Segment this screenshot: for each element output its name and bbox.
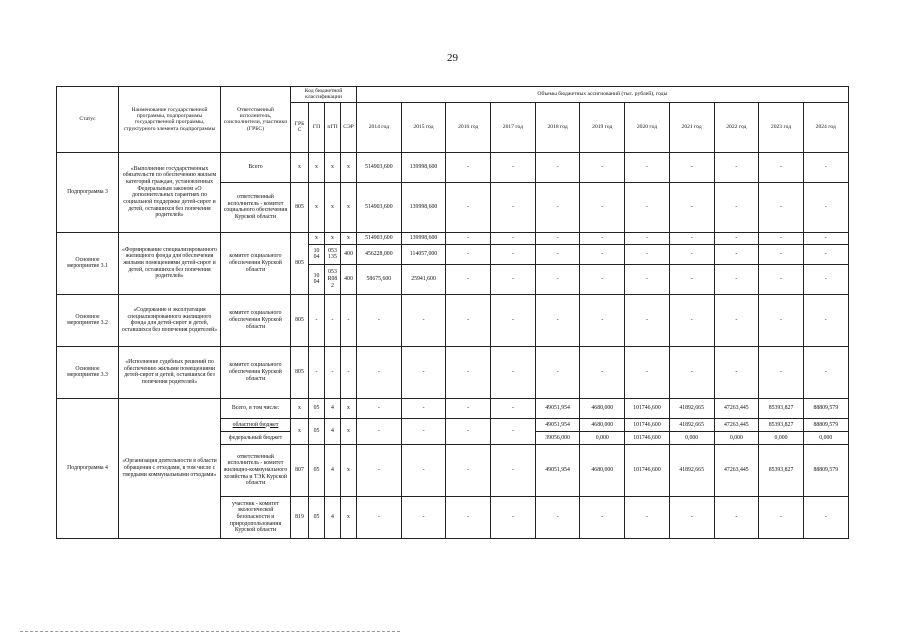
value-cell: - (803, 346, 848, 398)
value-cell: - (535, 152, 580, 182)
value-cell: - (580, 294, 625, 346)
value-cell: - (535, 346, 580, 398)
resp-cell: ответственный исполнитель - комитет социального обеспечения Курской области (221, 182, 291, 232)
col-code-group: Код бюджетной классификации (291, 87, 357, 103)
value-cell: 41892,665 (669, 444, 714, 496)
value-cell: 139998,600 (401, 152, 446, 182)
status-cell: Основное мероприятие 3.3 (57, 346, 119, 398)
col-year: 2020 год (625, 102, 670, 152)
value-cell: 101746,600 (625, 398, 670, 418)
value-cell: - (669, 182, 714, 232)
gp-cell: 10 04 (309, 244, 325, 264)
gp-cell: х (309, 182, 325, 232)
value-cell: - (446, 152, 491, 182)
name-cell: «Исполнение судебных решений по обеспечению жилыми помещениями детей-сирот и детей, оставшихся без попечения родителей» (119, 346, 221, 398)
value-cell: - (580, 346, 625, 398)
value-cell: 0,000 (669, 431, 714, 444)
scan-artifact-line (20, 631, 400, 632)
value-cell: 0,000 (714, 431, 759, 444)
value-cell: 0,000 (759, 431, 804, 444)
value-cell: - (625, 346, 670, 398)
value-cell: - (759, 496, 804, 538)
value-cell: - (625, 232, 670, 244)
value-cell: - (580, 232, 625, 244)
grbs-cell: 805 (291, 346, 309, 398)
value-cell: - (759, 346, 804, 398)
resp-cell-federal: федеральный бюджет (221, 431, 291, 444)
value-cell: 101746,600 (625, 431, 670, 444)
table-row (57, 232, 849, 244)
table-row (57, 398, 849, 418)
col-year: 2016 год (446, 102, 491, 152)
grbs-cell: х (291, 418, 309, 444)
value-cell: - (357, 496, 402, 538)
value-cell: - (669, 232, 714, 244)
value-cell: - (714, 264, 759, 294)
value-cell: - (803, 294, 848, 346)
value-cell: - (580, 152, 625, 182)
value-cell: - (669, 152, 714, 182)
value-cell: 114057,000 (401, 244, 446, 264)
col-year: 2014 год (357, 102, 402, 152)
value-cell: 139998,600 (401, 182, 446, 232)
value-cell: - (625, 294, 670, 346)
value-cell: - (446, 418, 491, 444)
value-cell: - (491, 232, 536, 244)
grbs-cell: 807 (291, 444, 309, 496)
pgp-cell: 053 135 (325, 244, 341, 264)
col-volumes-group: Объемы бюджетных ассигнований (тыс. рублей), годы (357, 87, 849, 103)
value-cell: - (669, 264, 714, 294)
value-cell: - (714, 152, 759, 182)
col-year: 2024 год (803, 102, 848, 152)
value-cell: - (491, 294, 536, 346)
value-cell: - (341, 294, 357, 346)
status-cell: Подпрограмма 3 (57, 152, 119, 232)
resp-cell: комитет социального обеспечения Курской области (221, 346, 291, 398)
cer-cell: х (341, 418, 357, 444)
table-row (57, 294, 849, 346)
value-cell: 49051,954 (535, 398, 580, 418)
value-cell: - (759, 264, 804, 294)
table-row (57, 152, 849, 182)
value-cell: - (357, 418, 402, 444)
value-cell: - (491, 264, 536, 294)
value-cell: 47263,445 (714, 398, 759, 418)
value-cell: - (309, 346, 325, 398)
value-cell: 39056,000 (535, 431, 580, 444)
grbs-cell: х (291, 152, 309, 182)
value-cell: 41892,665 (669, 398, 714, 418)
col-status: Статус (57, 87, 119, 153)
value-cell: - (446, 398, 491, 418)
value-cell: 4680,000 (580, 398, 625, 418)
pgp-cell: 4 (325, 398, 341, 418)
gp-cell: 05 (309, 444, 325, 496)
value-cell: 101746,600 (625, 444, 670, 496)
status-cell: Подпрограмма 4 (57, 398, 119, 538)
value-cell: - (580, 496, 625, 538)
cer-cell: 400 (341, 264, 357, 294)
resp-cell: комитет социального обеспечения Курской области (221, 232, 291, 294)
value-cell: - (803, 182, 848, 232)
cer-cell: х (341, 182, 357, 232)
value-cell: 4680,000 (580, 418, 625, 431)
value-cell: 41892,665 (669, 418, 714, 431)
col-responsible: Ответственный исполнитель, соисполнители, участники (ГРБС) (221, 87, 291, 153)
resp-cell: Всего, в том числе: (221, 398, 291, 418)
table-row (57, 346, 849, 398)
value-cell: - (803, 152, 848, 182)
value-cell: - (325, 346, 341, 398)
value-cell: - (759, 182, 804, 232)
value-cell: 58675,600 (357, 264, 402, 294)
value-cell: - (625, 244, 670, 264)
value-cell: - (669, 346, 714, 398)
col-year: 2023 год (759, 102, 804, 152)
value-cell: - (401, 418, 446, 444)
pgp-cell: 4 (325, 496, 341, 538)
name-cell: «Выполнение государственных обязательств по обеспечению жильем категорий граждан, установленных Федеральным законом «О дополнительных гарантиях по социальной поддержке детей-сирот и детей, оставшихся без попечения родителей» (119, 152, 221, 232)
value-cell: - (625, 182, 670, 232)
name-cell: «Организация деятельности в области обращения с отходами, в том числе с твердыми коммунальными отходами» (119, 398, 221, 538)
value-cell: 49051,954 (535, 418, 580, 431)
value-cell: - (714, 244, 759, 264)
value-cell: - (580, 264, 625, 294)
value-cell: 101746,600 (625, 418, 670, 431)
value-cell: 88809,579 (803, 444, 848, 496)
gp-cell: 05 (309, 418, 325, 444)
col-year: 2015 год (401, 102, 446, 152)
pgp-cell: х (325, 232, 341, 244)
value-cell: - (714, 496, 759, 538)
grbs-cell: 805 (291, 182, 309, 232)
value-cell: - (535, 496, 580, 538)
col-year: 2022 год (714, 102, 759, 152)
cer-cell: х (341, 232, 357, 244)
value-cell: 4680,000 (580, 444, 625, 496)
col-grbs: ГРБС (291, 102, 309, 152)
value-cell: - (401, 346, 446, 398)
value-cell: - (803, 244, 848, 264)
value-cell: 47263,445 (714, 444, 759, 496)
value-cell: - (714, 346, 759, 398)
value-cell: - (625, 496, 670, 538)
value-cell: - (491, 398, 536, 418)
cer-cell: х (341, 152, 357, 182)
value-cell: 85393,827 (759, 398, 804, 418)
value-cell: - (446, 496, 491, 538)
pgp-cell: 4 (325, 418, 341, 444)
value-cell: - (669, 294, 714, 346)
budget-table (56, 86, 849, 539)
value-cell: 49051,954 (535, 444, 580, 496)
status-cell: Основное мероприятие 3.2 (57, 294, 119, 346)
resp-cell-regional: областной бюджет (221, 418, 291, 431)
value-cell: - (309, 294, 325, 346)
value-cell: 456228,000 (357, 244, 402, 264)
grbs-cell: 805 (291, 294, 309, 346)
value-cell: - (625, 152, 670, 182)
resp-cell: Всего (221, 152, 291, 182)
value-cell: - (491, 444, 536, 496)
value-cell: - (535, 182, 580, 232)
name-cell: «Содержание и эксплуатация специализированного жилищного фонда для детей-сирот и детей, оставшихся без попечения родителей» (119, 294, 221, 346)
value-cell: - (446, 346, 491, 398)
value-cell: - (580, 182, 625, 232)
value-cell: - (714, 182, 759, 232)
pgp-cell: х (325, 182, 341, 232)
resp-cell: ответственный исполнитель - комитет жилищно-коммунального хозяйства и ТЭК Курской области (221, 444, 291, 496)
value-cell: - (803, 264, 848, 294)
value-cell: - (535, 232, 580, 244)
col-year: 2018 год (535, 102, 580, 152)
value-cell: - (401, 294, 446, 346)
value-cell: - (669, 496, 714, 538)
value-cell: - (446, 244, 491, 264)
value-cell: - (357, 294, 402, 346)
value-cell: - (491, 418, 536, 444)
value-cell: 0,000 (580, 431, 625, 444)
value-cell: - (357, 346, 402, 398)
value-cell: 88809,579 (803, 418, 848, 431)
value-cell: - (759, 152, 804, 182)
value-cell: - (357, 398, 402, 418)
gp-cell: 05 (309, 496, 325, 538)
value-cell: - (325, 294, 341, 346)
value-cell: - (803, 496, 848, 538)
grbs-cell: 819 (291, 496, 309, 538)
value-cell: - (491, 244, 536, 264)
gp-cell: х (309, 152, 325, 182)
cer-cell: 400 (341, 244, 357, 264)
value-cell: 85393,827 (759, 444, 804, 496)
value-cell: - (491, 346, 536, 398)
value-cell: - (401, 398, 446, 418)
value-cell: 514903,600 (357, 152, 402, 182)
name-cell: «Формирование специализированного жилищного фонда для обеспечения жилыми помещениями детей-сирот и детей, оставшихся без попечения родителей» (119, 232, 221, 294)
col-pgp: пГП (325, 102, 341, 152)
value-cell: - (535, 264, 580, 294)
resp-cell: комитет социального обеспечения Курской области (221, 294, 291, 346)
value-cell: 139998,600 (401, 232, 446, 244)
grbs-cell: х (291, 398, 309, 418)
page-number: 29 (447, 52, 458, 64)
value-cell: - (714, 294, 759, 346)
col-year: 2017 год (491, 102, 536, 152)
value-cell: 514903,600 (357, 232, 402, 244)
pgp-cell: 053 R08 2 (325, 264, 341, 294)
value-cell: 25941,600 (401, 264, 446, 294)
value-cell: 85393,827 (759, 418, 804, 431)
gp-cell: 10 04 (309, 264, 325, 294)
value-cell: - (401, 496, 446, 538)
value-cell: - (759, 244, 804, 264)
value-cell: - (341, 346, 357, 398)
value-cell: - (535, 294, 580, 346)
value-cell: 0,000 (803, 431, 848, 444)
col-name: Наименование государственной программы, подпрограммы государственной программы, структурного элемента подпрограммы (119, 87, 221, 153)
gp-cell: 05 (309, 398, 325, 418)
cer-cell: х (341, 496, 357, 538)
value-cell: - (759, 232, 804, 244)
value-cell: - (759, 294, 804, 346)
value-cell: - (446, 294, 491, 346)
pgp-cell: х (325, 152, 341, 182)
grbs-cell: 805 (291, 232, 309, 294)
col-year: 2021 год (669, 102, 714, 152)
value-cell: - (625, 264, 670, 294)
value-cell: 47263,445 (714, 418, 759, 431)
col-year: 2019 год (580, 102, 625, 152)
resp-cell: участник - комитет экологической безопасности и природопользования Курской области (221, 496, 291, 538)
value-cell: - (491, 152, 536, 182)
gp-cell: х (309, 232, 325, 244)
value-cell: - (491, 182, 536, 232)
status-cell: Основное мероприятие 3.1 (57, 232, 119, 294)
value-cell: - (580, 244, 625, 264)
value-cell: - (491, 496, 536, 538)
value-cell: - (446, 182, 491, 232)
value-cell: - (669, 244, 714, 264)
value-cell: - (714, 232, 759, 244)
col-gp: ГП (309, 102, 325, 152)
value-cell: - (446, 444, 491, 496)
value-cell: - (446, 232, 491, 244)
value-cell: - (401, 444, 446, 496)
value-cell: - (446, 264, 491, 294)
value-cell: - (535, 244, 580, 264)
value-cell: 88809,579 (803, 398, 848, 418)
value-cell: - (803, 232, 848, 244)
pgp-cell: 4 (325, 444, 341, 496)
value-cell: 514903,600 (357, 182, 402, 232)
cer-cell: х (341, 398, 357, 418)
col-cer: СЭР (341, 102, 357, 152)
cer-cell: х (341, 444, 357, 496)
value-cell: - (357, 444, 402, 496)
